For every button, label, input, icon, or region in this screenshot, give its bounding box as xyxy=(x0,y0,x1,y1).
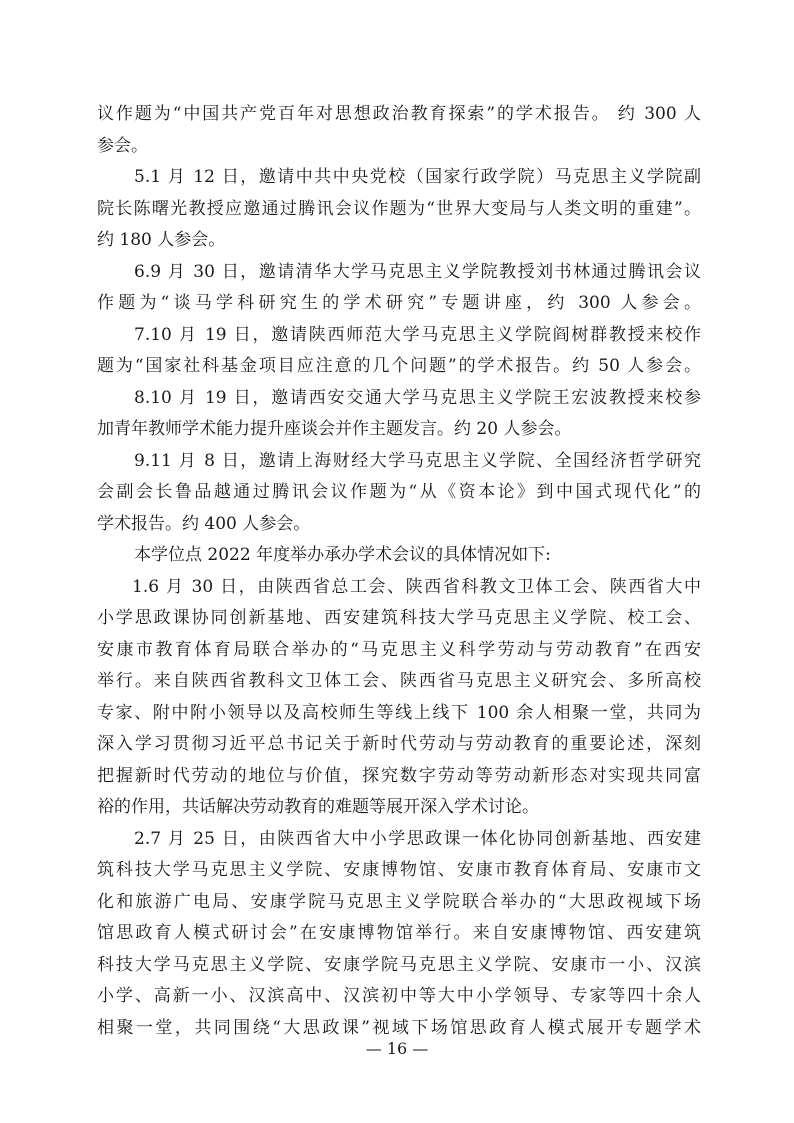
page-number: — 16 — xyxy=(365,1039,429,1058)
text-line: 裕的作用，共话解决劳动教育的难题等展开深入学术讨论。 xyxy=(97,797,539,817)
text-line: 小学思政课协同创新基地、西安建筑科技大学马克思主义学院、校工会、 xyxy=(97,608,701,628)
text-line: 2.7 月 25 日，由陕西省大中小学思政课一体化协同创新基地、西安建 xyxy=(134,828,701,849)
text-line: 题为“国家社科基金项目应注意的几个问题”的学术报告。约 50 人参会。 xyxy=(97,356,701,376)
text-line: 加青年教师学术能力提升座谈会并作主题发言。约 20 人参会。 xyxy=(97,419,572,439)
text-line: 7.10 月 19 日，邀请陕西师范大学马克思主义学院阎树群教授来校作 xyxy=(134,324,701,345)
text-line: 把握新时代劳动的地位与价值，探究数字劳动等劳动新形态对实现共同富 xyxy=(97,765,701,786)
text-line: 议作题为“中国共产党百年对思想政治教育探索”的学术报告。 约 300 人 xyxy=(97,104,701,124)
text-line: 约 180 人参会。 xyxy=(97,230,226,250)
text-line: 科技大学马克思主义学院、安康学院马克思主义学院、安康市一小、汉滨 xyxy=(97,954,701,975)
text-line: 小学、高新一小、汉滨高中、汉滨初中等大中小学领导、专家等四十余人 xyxy=(97,986,701,1006)
text-line: 深入学习贯彻习近平总书记关于新时代劳动与劳动教育的重要论述，深刻 xyxy=(97,734,701,754)
text-line: 参会。 xyxy=(97,135,148,156)
text-line: 筑科技大学马克思主义学院、安康博物馆、安康市教育体育局、安康市文 xyxy=(97,860,701,880)
text-line: 1.6 月 30 日，由陕西省总工会、陕西省科教文卫体工会、陕西省大中 xyxy=(132,576,701,597)
text-line: 作题为“谈马学科研究生的学术研究”专题讲座，约 300 人参会。 xyxy=(97,293,701,313)
document-body xyxy=(97,99,701,1044)
text-line: 举行。来自陕西省教科文卫体工会、陕西省马克思主义研究会、多所高校 xyxy=(97,671,701,691)
text-line: 安康市教育体育局联合举办的“马克思主义科学劳动与劳动教育”在西安 xyxy=(97,639,701,660)
text-line: 相聚一堂，共同围绕“大思政课”视域下场馆思政育人模式展开专题学术 xyxy=(97,1017,701,1038)
text-line: 专家、附中附小领导以及高校师生等线上线下 100 余人相聚一堂，共同为 xyxy=(97,702,701,723)
text-line: 5.1 月 12 日，邀请中共中央党校（国家行政学院）马克思主义学院副 xyxy=(134,167,701,187)
text-line: 6.9 月 30 日，邀请清华大学马克思主义学院教授刘书林通过腾讯会议 xyxy=(134,261,701,282)
text-line: 院长陈曙光教授应邀通过腾讯会议作题为“世界大变局与人类文明的重建”。 xyxy=(97,198,701,219)
text-line: 8.10 月 19 日，邀请西安交通大学马克思主义学院王宏波教授来校参 xyxy=(134,387,701,408)
text-line: 化和旅游广电局、安康学院马克思主义学院联合举办的“大思政视域下场 xyxy=(97,891,701,912)
text-line: 9.11 月 8 日，邀请上海财经大学马克思主义学院、全国经济哲学研究 xyxy=(134,450,701,471)
text-line: 学术报告。约 400 人参会。 xyxy=(97,513,311,534)
text-line: 会副会长鲁品越通过腾讯会议作题为“从《资本论》到中国式现代化”的 xyxy=(97,482,701,502)
text-line: 本学位点 2022 年度举办承办学术会议的具体情况如下: xyxy=(134,545,551,565)
text-line: 馆思政育人模式研讨会”在安康博物馆举行。来自安康博物馆、西安建筑 xyxy=(97,923,701,943)
